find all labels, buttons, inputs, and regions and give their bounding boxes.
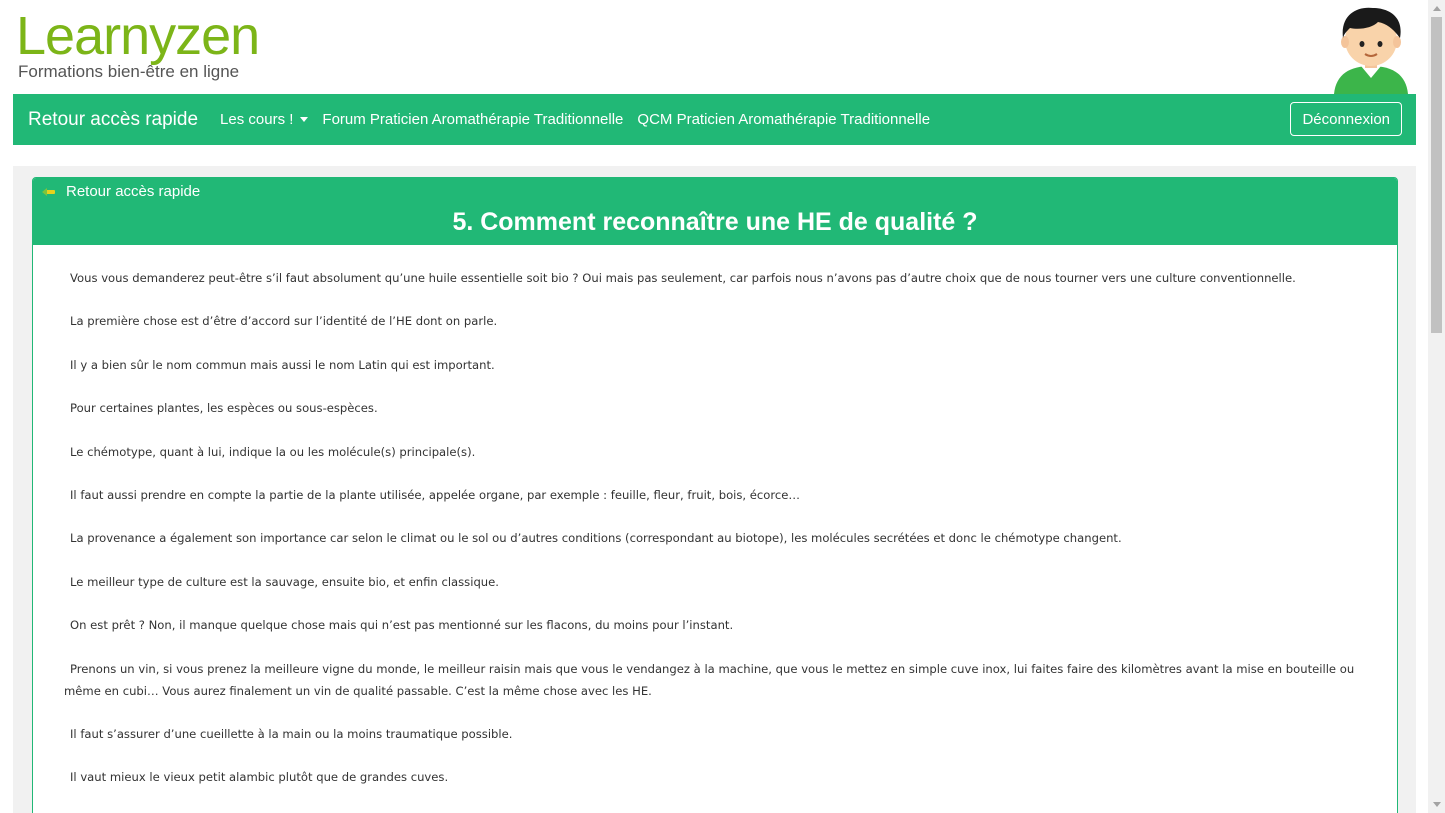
- arrow-down-icon: [1433, 802, 1441, 807]
- lesson-card: [32, 177, 1398, 813]
- lesson-paragraph: Il vaut mieux le vieux petit alambic plutôt que de grandes cuves.: [70, 770, 449, 785]
- lesson-paragraph: Le chémotype, quant à lui, indique la ou les molécule(s) principale(s).: [70, 444, 476, 459]
- user-avatar-icon[interactable]: [1328, 4, 1414, 94]
- site-logo[interactable]: [16, 8, 259, 82]
- lesson-paragraph: La provenance a également son importance car selon le climat ou le sol ou d’autres conditions (correspondant au biotope), les molécules secrétées et donc le chémotype changent.: [70, 531, 1122, 546]
- main-navbar: [13, 94, 1416, 145]
- arrow-up-icon: [1433, 6, 1441, 11]
- lesson-paragraph: Il faut aussi prendre en compte la partie de la plante utilisée, appelée organe, par exemple : feuille, fleur, fruit, bois, écorce…: [70, 487, 801, 502]
- lesson-paragraph: Il y a bien sûr le nom commun mais aussi le nom Latin qui est important.: [70, 357, 495, 372]
- lesson-body: [33, 245, 1397, 788]
- navbar-brand[interactable]: Retour accès rapide: [28, 108, 199, 130]
- page-scrollbar[interactable]: [1428, 0, 1445, 813]
- scroll-up-button[interactable]: [1428, 0, 1445, 17]
- site-header: [0, 0, 1428, 94]
- nav-forum-link[interactable]: Forum Praticien Aromathérapie Traditionnelle: [322, 111, 624, 128]
- lesson-paragraph: Vous vous demanderez peut-être s’il faut absolument qu’une huile essentielle soit bio ? Oui mais pas seulement, car parfois nous n’avons pas d’autre choix que de nous tourner vers une culture conventionnelle.: [70, 271, 1296, 285]
- lesson-title: 5. Comment reconnaître une HE de qualité ?: [452, 208, 978, 236]
- scrollbar-thumb[interactable]: [1431, 17, 1442, 333]
- lesson-paragraph: La première chose est d’être d’accord sur l’identité de l’HE dont on parle.: [70, 314, 498, 329]
- lesson-paragraph: Le meilleur type de culture est la sauvage, ensuite bio, et enfin classique.: [70, 574, 499, 589]
- logo-subtitle: Formations bien-être en ligne: [18, 62, 240, 81]
- lesson-paragraph: Il faut s’assurer d’une cueillette à la main ou la moins traumatique possible.: [70, 726, 513, 741]
- back-quick-access-link[interactable]: [42, 183, 200, 200]
- lesson-card-header: [33, 178, 1397, 245]
- lesson-paragraph: On est prêt ? Non, il manque quelque chose mais qui n’est pas mentionné sur les flacons, du moins pour l’instant.: [70, 618, 734, 633]
- lesson-paragraph: Prenons un vin, si vous prenez la meilleure vigne du monde, le meilleur raisin mais que vous le vendangez à la machine, que vous le mettez en simple cuve inox, lui faites faire des kilomètres avant la mise en bouteille ou même en cubi… Vous aurez finalement un vin de qualité passable. C’est la même chose avec les HE.: [64, 661, 1355, 698]
- back-link-label: Retour accès rapide: [66, 183, 201, 200]
- nav-courses-label: Les cours !: [220, 111, 294, 128]
- logout-button[interactable]: Déconnexion: [1290, 102, 1402, 136]
- nav-courses-dropdown[interactable]: [220, 111, 308, 128]
- back-arrow-icon: [42, 187, 56, 197]
- scroll-down-button[interactable]: [1428, 796, 1445, 813]
- caret-down-icon: [300, 117, 308, 122]
- lesson-paragraph: Pour certaines plantes, les espèces ou sous-espèces.: [70, 401, 378, 416]
- logo-title: Learnyzen: [16, 6, 260, 66]
- nav-qcm-link[interactable]: QCM Praticien Aromathérapie Traditionnelle: [637, 111, 931, 128]
